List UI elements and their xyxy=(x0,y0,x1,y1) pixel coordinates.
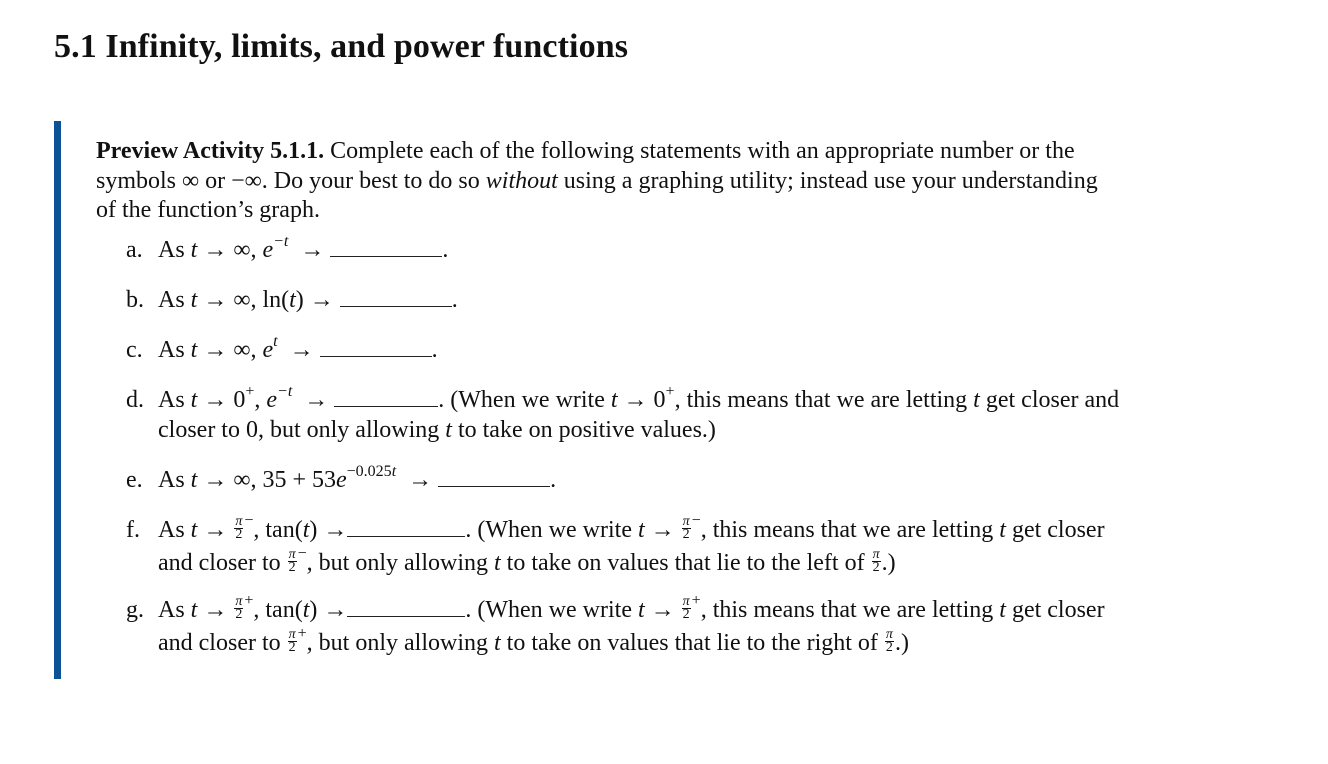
intro-emphasis: without xyxy=(485,167,558,194)
answer-blank-d[interactable] xyxy=(334,388,438,407)
answer-blank-c[interactable] xyxy=(320,338,432,357)
list-item-c: c. As t → ∞, $e^t$ → . xyxy=(126,333,438,363)
list-item-a: a. As t → ∞, $e^{-t}$ → . xyxy=(126,233,449,263)
activity-label: Preview Activity 5.1.1. xyxy=(96,138,325,164)
answer-blank-a[interactable] xyxy=(330,238,442,257)
answer-blank-e[interactable] xyxy=(438,468,550,487)
answer-blank-b[interactable] xyxy=(340,288,452,307)
item-label: a. xyxy=(126,237,143,263)
activity-intro: Preview Activity 5.1.1. Complete each of the following statements with an appropriate number or the symbols ∞ or −∞. Do your best to do so without using a graphing utility; instead use your understanding of the function’s graph. xyxy=(96,137,1236,226)
list-item-g: g. As t → $\frac{\pi}{2}$ +, tan(t) → . (When we write t → $\frac{\pi}{2}$ +, this means that we are letting t get closer and closer to $\frac{\pi}{2}$ +, but only allowing t to take on values that lie to the right of $\frac{\pi}{2}$ .) xyxy=(126,592,1105,656)
list-item-e: e. As t → ∞, $35 + 53e^{-0.025t}$ → . xyxy=(126,463,557,493)
answer-blank-g[interactable] xyxy=(347,598,465,617)
preview-activity-box xyxy=(54,121,1261,679)
section-title: 5.1 Infinity, limits, and power functions xyxy=(54,28,629,65)
list-item-f: f. As t → $\frac{\pi}{2}$ −, tan(t) → . (When we write t → $\frac{\pi}{2}$ −, this means that we are letting t get closer and closer to $\frac{\pi}{2}$ −, but only allowing t to take on values that lie to the left of $\frac{\pi}{2}$ .) xyxy=(126,512,1105,576)
intro-line-3: of the function’s graph. xyxy=(96,197,320,223)
intro-line-1: Complete each of the following statements with an appropriate number or the xyxy=(330,138,1075,164)
list-item-d: d. As t → 0+, $e^{-t}$ → . (When we write t → 0+, this means that we are letting t get closer and closer to 0, but only allowing t to take on positive values.) xyxy=(126,383,1120,443)
answer-blank-f[interactable] xyxy=(347,518,465,537)
list-item-b: b. As t → ∞, ln(t) → . xyxy=(126,287,458,313)
